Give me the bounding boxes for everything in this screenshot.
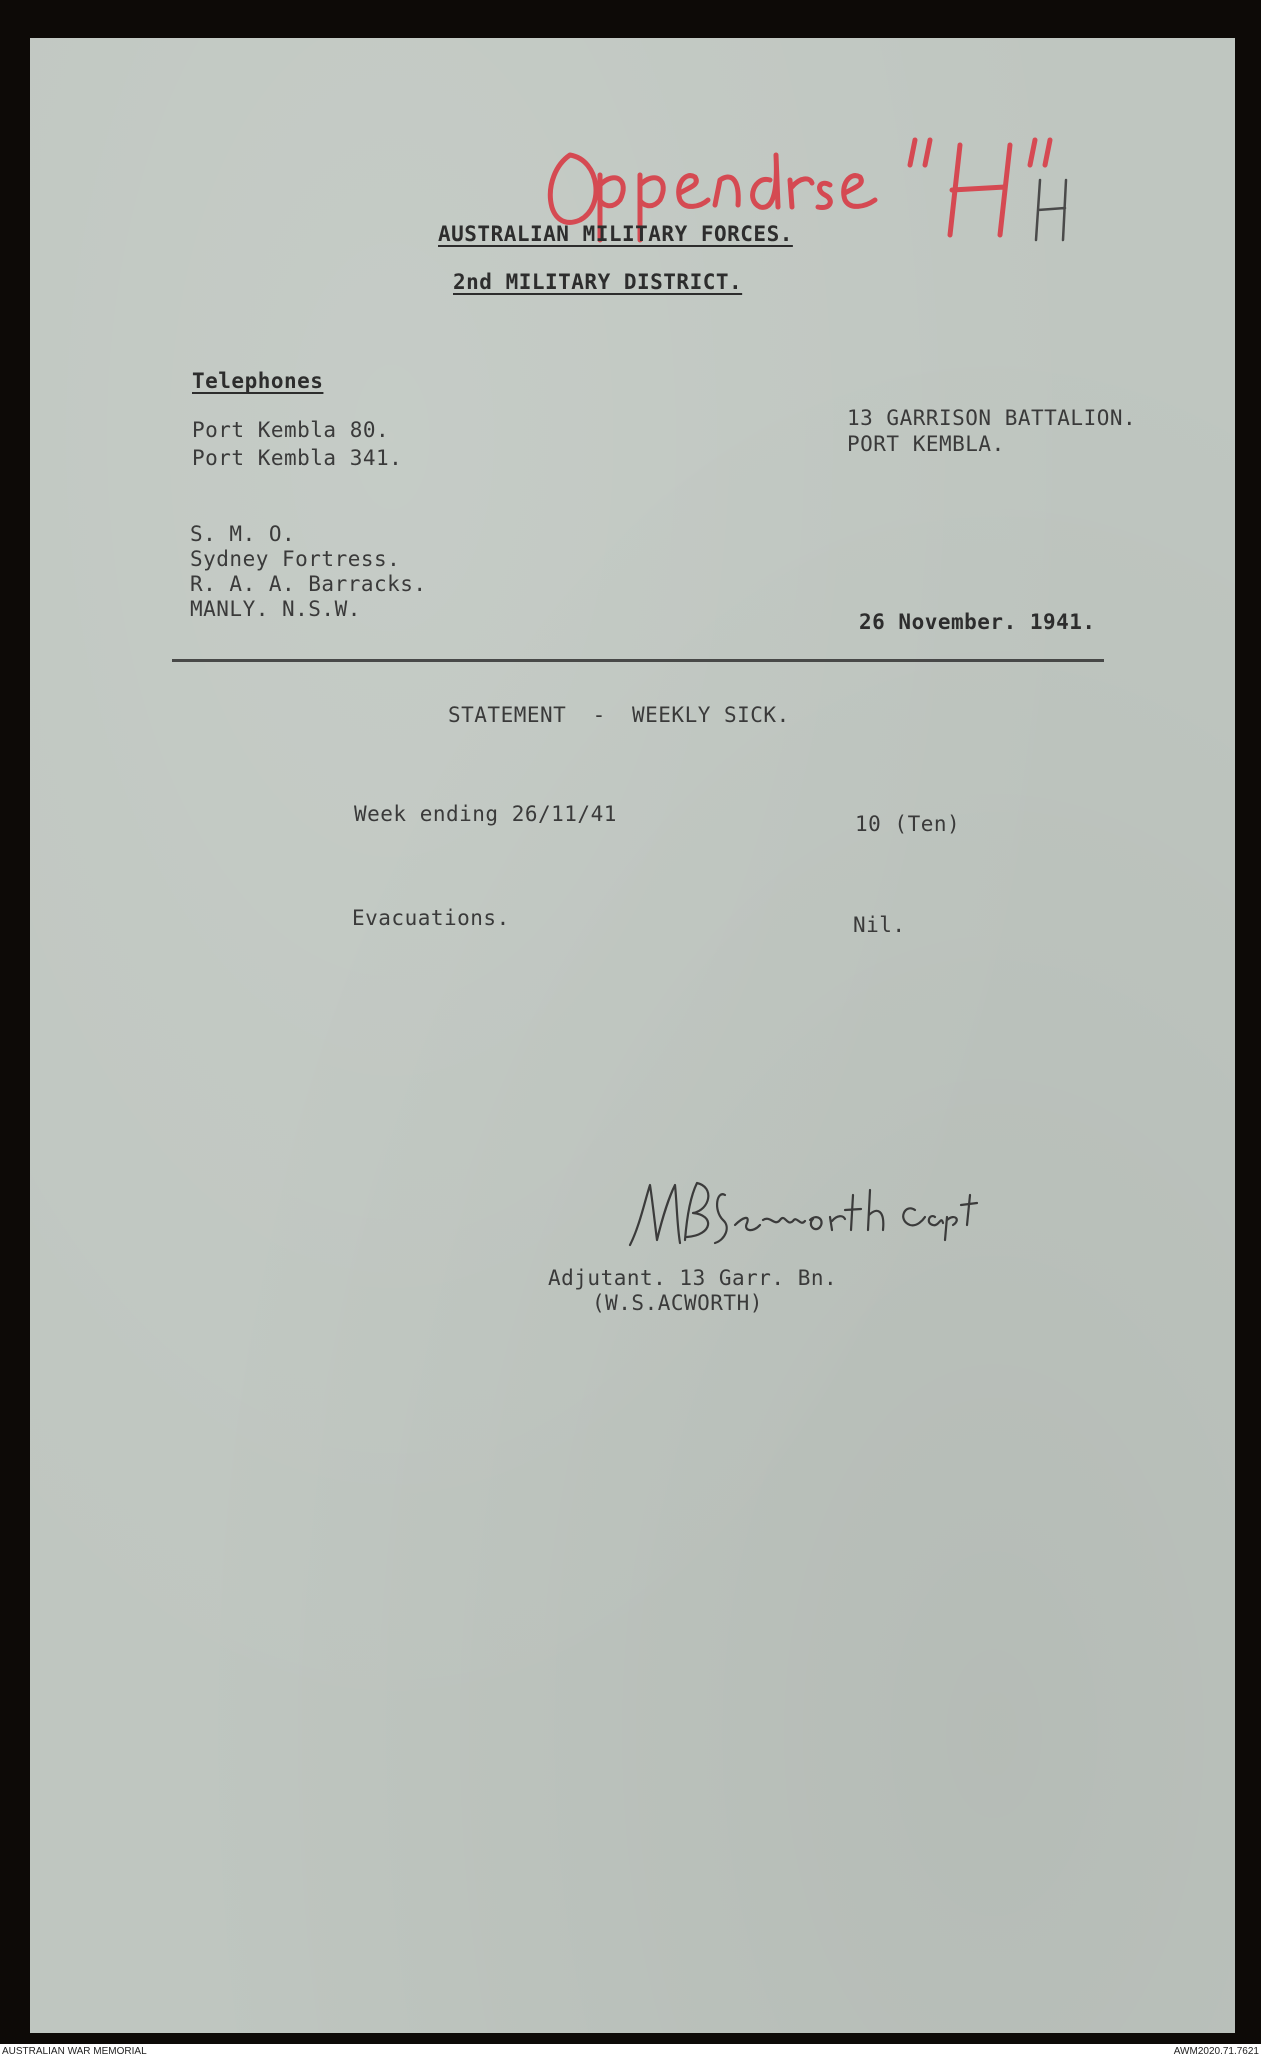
statement-row-value: Nil. [853, 913, 906, 937]
signature-title: Adjutant. 13 Garr. Bn. [548, 1266, 838, 1290]
statement-title: STATEMENT - WEEKLY SICK. [448, 703, 790, 727]
telephones-heading: Telephones [192, 369, 324, 393]
letterhead-line-2: 2nd MILITARY DISTRICT. [453, 270, 743, 294]
archive-credit: AUSTRALIAN WAR MEMORIAL [2, 2046, 147, 2057]
statement-row-label: Week ending 26/11/41 [354, 802, 617, 826]
header-divider [172, 659, 1104, 662]
recipient-line-3: R. A. A. Barracks. [190, 572, 427, 596]
statement-row-label: Evacuations. [352, 906, 510, 930]
letterhead-line-1: AUSTRALIAN MILITARY FORCES. [438, 222, 793, 246]
recipient-line-4: MANLY. N.S.W. [190, 597, 361, 621]
signature-name: (W.S.ACWORTH) [592, 1291, 763, 1315]
sender-line-2: PORT KEMBLA. [847, 432, 1005, 456]
handwritten-signature [625, 1165, 985, 1255]
sender-line-1: 13 GARRISON BATTALION. [847, 406, 1137, 430]
document-date: 26 November. 1941. [859, 610, 1096, 634]
statement-row-value: 10 (Ten) [855, 812, 961, 836]
telephone-line-1: Port Kembla 80. [192, 418, 390, 442]
margin-h-mark [1030, 175, 1075, 245]
telephone-line-2: Port Kembla 341. [192, 446, 403, 470]
recipient-line-1: S. M. O. [190, 522, 296, 546]
document-page [30, 38, 1235, 2033]
recipient-line-2: Sydney Fortress. [190, 547, 401, 571]
archive-reference: AWM2020.71.7621 [1173, 2046, 1259, 2057]
